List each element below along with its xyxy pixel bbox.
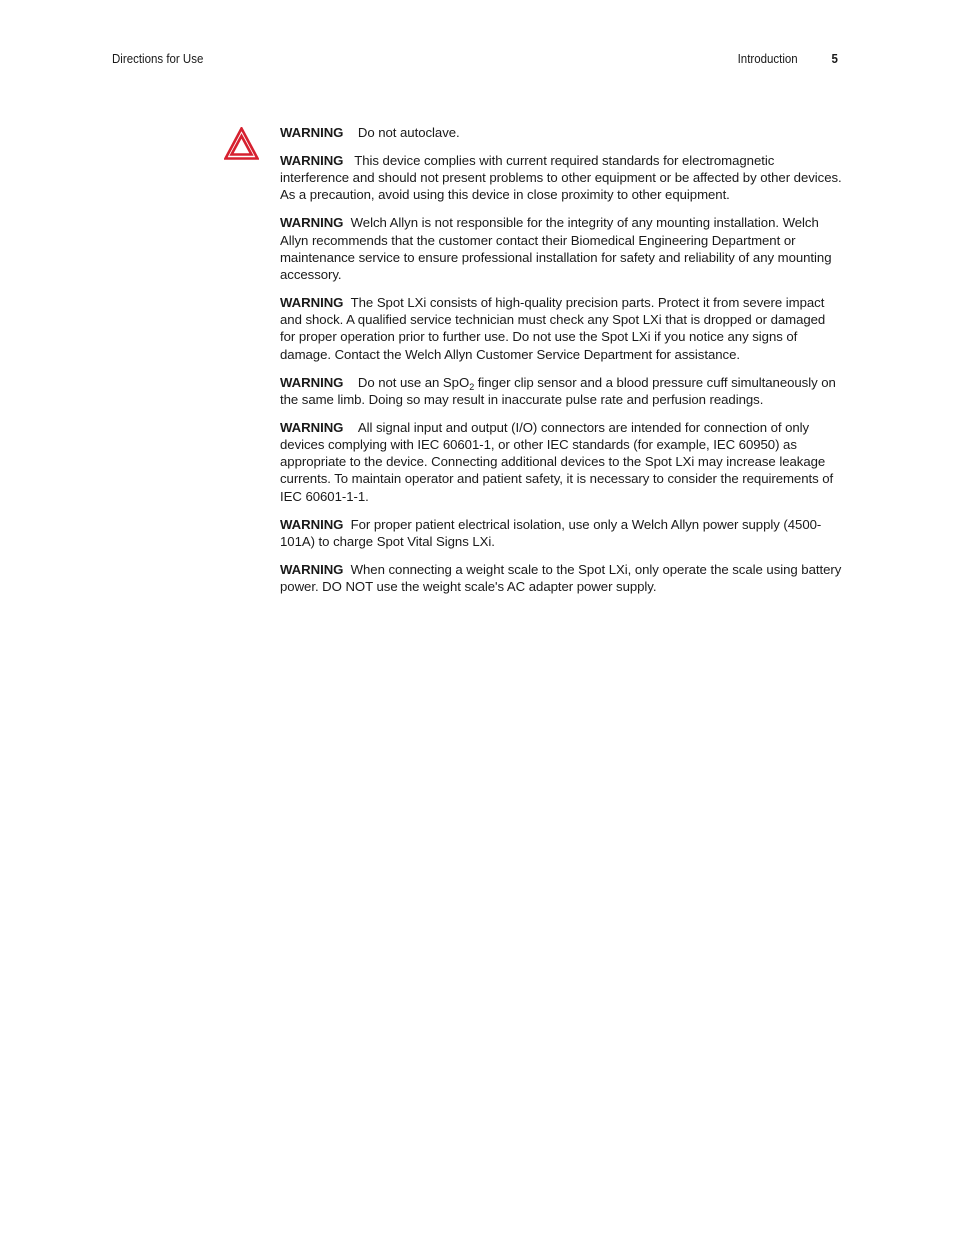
warning-text: When connecting a weight scale to the Spot LXi, only operate the scale using battery power. DO NOT use the weight scale's AC adapter power supply. bbox=[280, 561, 842, 595]
warning-text: Welch Allyn is not responsible for the integrity of any mounting installation. Welch Allyn recommends that the customer contact their Biomedical Engineering Department or maintenance service to ensure professional installation for safety and reliability of any mounting accessory. bbox=[280, 215, 832, 283]
subscript: 2 bbox=[469, 381, 475, 392]
warning-triangle-icon bbox=[224, 127, 259, 160]
warning-text: For proper patient electrical isolation, use only a Welch Allyn power supply (4500-101A) to charge Spot Vital Signs LXi. bbox=[280, 516, 822, 549]
warning-text-after: finger clip sensor and a blood pressure cuff simultaneously on the same limb. Doing so may result in inaccurate pulse rate and perfusion readings. bbox=[280, 374, 836, 407]
warning-text: This device complies with current required standards for electromagnetic interference and should not present problems to other equipment or be affected by other devices. As a precaution, avoid using this device in close proximity to other equipment. bbox=[280, 153, 842, 203]
warning-label: WARNING bbox=[280, 125, 344, 140]
warning-item bbox=[280, 561, 842, 595]
warning-item bbox=[280, 516, 842, 550]
warning-label: WARNING bbox=[280, 374, 344, 390]
warning-item bbox=[280, 294, 842, 363]
warning-label: WARNING bbox=[280, 153, 344, 168]
warning-item bbox=[280, 419, 842, 505]
warning-item bbox=[280, 374, 842, 408]
warning-label: WARNING bbox=[280, 295, 344, 311]
warnings-list bbox=[280, 124, 842, 606]
warning-label: WARNING bbox=[280, 516, 344, 532]
warning-text: Do not autoclave. bbox=[357, 125, 460, 140]
warning-text: All signal input and output (I/O) connectors are intended for connection of only devices complying with IEC 60601-1, or other IEC standards (for example, IEC 60950) as appropriate to the device. Connecting additional devices to the Spot LXi may increase leakage currents. To maintain operator and patient safety, it is necessary to consider the requirements of IEC 60601-1-1. bbox=[280, 419, 834, 504]
warning-text-before: Do not use an SpO bbox=[357, 374, 470, 390]
warning-item bbox=[280, 214, 842, 283]
warning-label: WARNING bbox=[280, 419, 344, 435]
document-title: Directions for Use bbox=[112, 52, 204, 66]
warning-label: WARNING bbox=[280, 561, 344, 577]
section-title: Introduction bbox=[737, 52, 798, 66]
warning-item bbox=[280, 124, 842, 141]
warning-item bbox=[280, 152, 842, 204]
page-number: 5 bbox=[831, 52, 838, 66]
warning-text: The Spot LXi consists of high-quality precision parts. Protect it from severe impact and shock. A qualified service technician must check any Spot LXi that is dropped or damaged for proper operation prior to further use. Do not use the Spot LXi if you notice any signs of damage. Contact the Welch Allyn Customer Service Department for assistance. bbox=[280, 295, 826, 362]
warning-label: WARNING bbox=[280, 215, 344, 231]
page-header bbox=[112, 52, 838, 70]
